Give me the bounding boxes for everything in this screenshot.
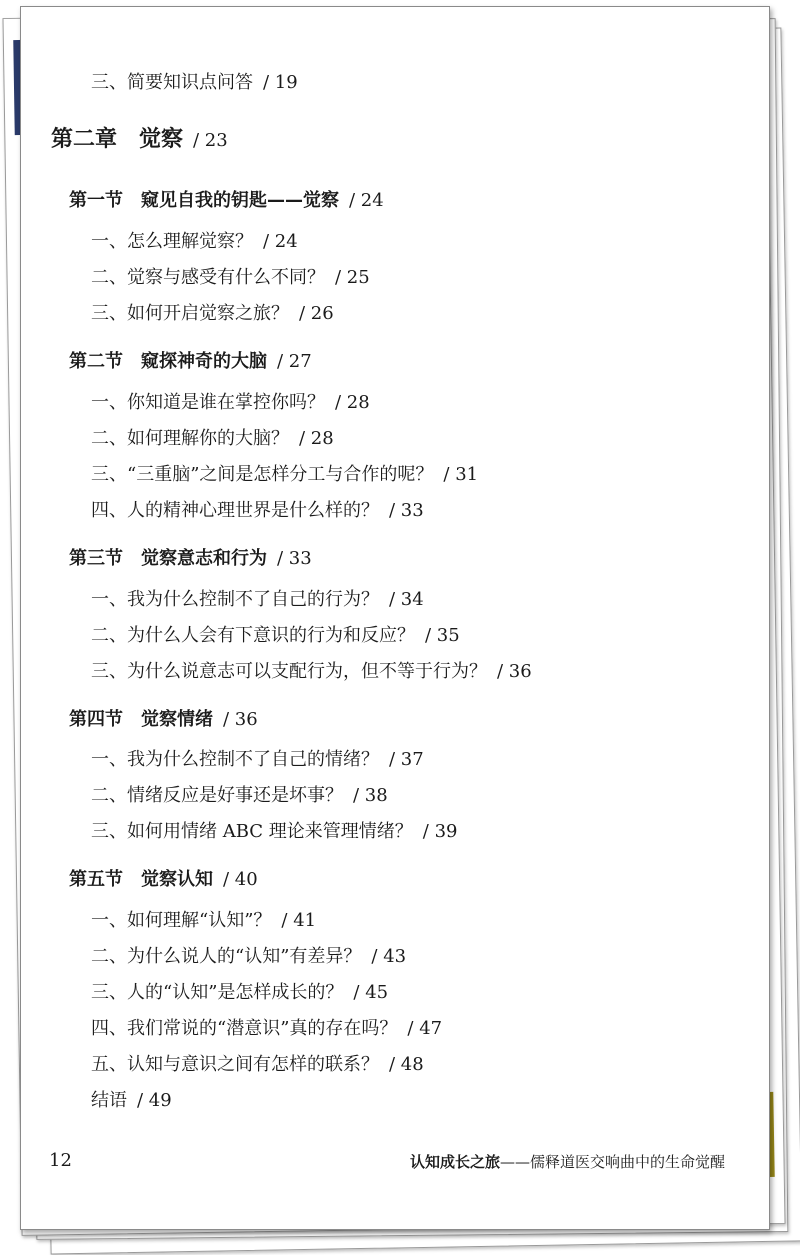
toc-item — [91, 71, 298, 95]
toc-page-number: / 38 — [353, 785, 388, 806]
toc-page-number: / 43 — [371, 946, 407, 967]
toc-page-number: / 28 — [299, 428, 334, 449]
toc-item-label: 二、为什么人会有下意识的行为和反应？ — [91, 625, 415, 646]
toc-page-number: / 39 — [422, 821, 458, 842]
toc-item-label: 结语 — [91, 1090, 127, 1111]
section-heading — [69, 868, 258, 892]
book-title: 认知成长之旅 — [409, 1153, 500, 1171]
toc-page-number: / 27 — [277, 351, 312, 372]
toc-page-number: / 25 — [335, 267, 370, 288]
running-footer-title — [410, 1151, 725, 1172]
page-number: 12 — [49, 1150, 72, 1171]
toc-item-label: 五、认知与意识之间有怎样的联系？ — [91, 1054, 379, 1075]
toc-item-label: 一、怎么理解觉察？ — [91, 231, 253, 252]
toc-item — [91, 427, 334, 451]
toc-page-number: / 36 — [223, 709, 258, 730]
toc-page-number: / 47 — [407, 1018, 443, 1039]
toc-item-label: 二、如何理解你的大脑？ — [91, 428, 289, 449]
toc-page-number: / 41 — [281, 910, 317, 931]
toc-page-number: / 31 — [443, 464, 479, 485]
toc-item — [91, 266, 370, 290]
toc-item-label: 三、为什么说意志可以支配行为，但不等于行为？ — [91, 661, 487, 682]
book-page — [20, 6, 770, 1230]
toc-page-number: / 40 — [223, 869, 258, 890]
toc-page-number: / 26 — [299, 303, 334, 324]
toc-item-label: 三、人的“认知”是怎样成长的？ — [91, 982, 344, 1003]
toc-page-number: / 28 — [335, 392, 370, 413]
book-subtitle: ——儒释道医交响曲中的生命觉醒 — [499, 1153, 725, 1171]
toc-item — [91, 1017, 442, 1041]
toc-page-number: / 33 — [389, 500, 424, 521]
toc-page-number: / 23 — [193, 130, 228, 151]
toc-page-number: / 24 — [349, 190, 384, 211]
toc-item-label: 一、如何理解“认知”？ — [91, 910, 272, 931]
toc-item — [91, 1053, 424, 1077]
toc-page-number: / 37 — [389, 749, 424, 770]
toc-item — [91, 624, 460, 648]
section-heading — [69, 350, 312, 374]
section-heading — [69, 708, 258, 732]
toc-item — [91, 463, 478, 487]
toc-item — [91, 499, 424, 523]
toc-item — [91, 1089, 172, 1113]
toc-item-label: 一、我为什么控制不了自己的行为？ — [91, 589, 379, 610]
toc-item — [91, 391, 370, 415]
section-title: 第五节 觉察认知 — [69, 869, 213, 890]
toc-page-number: / 35 — [425, 625, 460, 646]
toc-item-label: 三、如何用情绪 ABC 理论来管理情绪？ — [91, 821, 413, 842]
toc-page-number: / 24 — [263, 231, 298, 252]
section-title: 第三节 觉察意志和行为 — [69, 548, 267, 569]
toc-item-label: 四、我们常说的“潜意识”真的存在吗？ — [91, 1018, 398, 1039]
section-heading — [69, 547, 312, 571]
toc-item — [91, 660, 532, 684]
toc-item — [91, 302, 334, 326]
toc-item-label: 二、觉察与感受有什么不同？ — [91, 267, 325, 288]
toc-item-label: 二、为什么说人的“认知”有差异？ — [91, 946, 362, 967]
toc-page-number: / 48 — [389, 1054, 424, 1075]
section-heading — [69, 189, 384, 213]
toc-item-label: 三、如何开启觉察之旅？ — [91, 303, 289, 324]
section-title: 第四节 觉察情绪 — [69, 709, 213, 730]
toc-page-number: / 36 — [497, 661, 532, 682]
toc-page-number: / 33 — [277, 548, 312, 569]
toc-item — [91, 784, 388, 808]
chapter-heading — [51, 125, 228, 155]
toc-item — [91, 981, 388, 1005]
toc-page-number: / 45 — [353, 982, 389, 1003]
toc-item — [91, 230, 298, 254]
toc-item — [91, 909, 316, 933]
toc-item — [91, 945, 406, 969]
toc-page-number: / 19 — [263, 72, 298, 93]
toc-item — [91, 748, 424, 772]
toc-page-number: / 34 — [389, 589, 424, 610]
chapter-title: 第二章 觉察 — [51, 126, 184, 152]
toc-item — [91, 820, 457, 844]
toc-item-label: 四、人的精神心理世界是什么样的？ — [91, 500, 379, 521]
section-title: 第二节 窥探神奇的大脑 — [69, 351, 267, 372]
section-title: 第一节 窥见自我的钥匙——觉察 — [69, 190, 339, 211]
toc-item-label: 一、你知道是谁在掌控你吗？ — [91, 392, 325, 413]
toc-item-label: 二、情绪反应是好事还是坏事？ — [91, 785, 343, 806]
toc-item — [91, 588, 424, 612]
toc-page-number: / 49 — [137, 1090, 172, 1111]
toc-item-label: 三、“三重脑”之间是怎样分工与合作的呢？ — [91, 464, 434, 485]
toc-item-label: 一、我为什么控制不了自己的情绪？ — [91, 749, 379, 770]
toc-item-label: 三、简要知识点问答 — [91, 72, 253, 93]
